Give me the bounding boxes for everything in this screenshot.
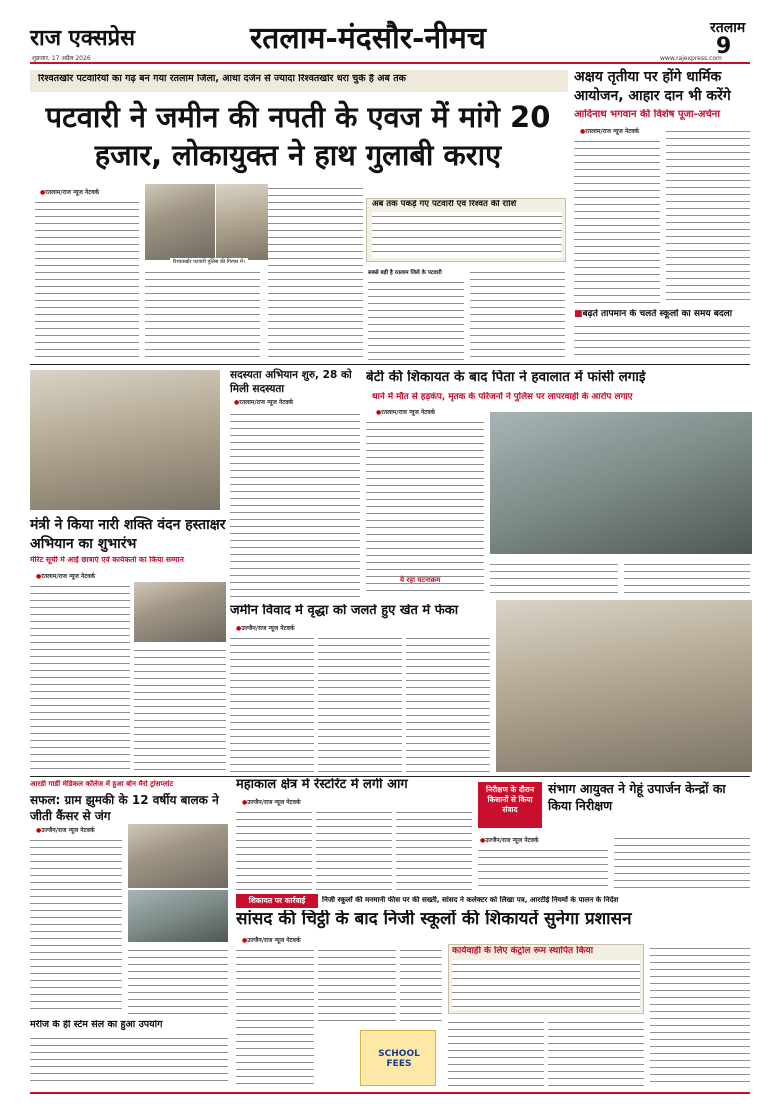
shakti-inset-photo	[134, 582, 226, 642]
shakti-headline: मंत्री ने किया नारी शक्ति वंदन हस्ताक्षर अभियान का शुभारंभ	[30, 517, 226, 552]
membership-byline: ● रतलाम/राज न्यूज नेटवर्क	[234, 398, 344, 406]
farm-col-1	[230, 634, 314, 772]
schools-col-3	[400, 946, 442, 1026]
schools-col-1	[236, 946, 314, 1086]
lead-col-2	[145, 268, 260, 360]
procure-tag: निरीक्षण के दौरान किसानों से किया संवाद	[478, 782, 542, 828]
exam-body	[574, 322, 750, 360]
website: www.rajexpress.com	[660, 55, 722, 62]
restaurant-byline: ● उज्जैन/राज न्यूज नेटवर्क	[242, 798, 352, 806]
custody-subsection: ये रहा घटनाक्रम	[400, 576, 441, 584]
lead-sub-label: सबसे बड़ी है रतलाम जिले के पटवारी	[368, 270, 442, 276]
schools-box-body	[452, 960, 640, 1010]
akshay-headline: अक्षय तृतीया पर होंगे धार्मिक आयोजन, आहार दान भी करेंगे	[574, 69, 731, 104]
schools-col-4	[448, 1018, 544, 1086]
restaurant-headline: महाकाल क्षेत्र में रेस्टोरेंट में लगी आग	[236, 778, 408, 792]
procure-col-1	[478, 846, 608, 890]
farm-col-3	[406, 634, 490, 772]
custody-col-2	[490, 560, 618, 596]
akshay-col-2	[666, 127, 750, 303]
footer-rule	[30, 1092, 750, 1094]
schools-kicker: निजी स्कूलों की मनमानी फीस पर की सख्ती, सांसद ने कलेक्टर को लिखा पत्र, आरटीई नियमों के पालन के निर्देश	[322, 896, 619, 904]
transplant-byline: ● उज्जैन/राज न्यूज नेटवर्क	[36, 826, 136, 834]
transplant-photo-1	[128, 824, 228, 888]
schools-headline: सांसद की चिट्ठी के बाद निजी स्कूलों की शिकायतें सुनेगा प्रशासन	[236, 910, 632, 929]
akshay-byline: ● रतलाम/राज न्यूज नेटवर्क	[580, 127, 670, 135]
membership-col-1	[230, 410, 360, 600]
dateline: शुक्रवार, 17 अप्रैल 2026	[32, 55, 91, 62]
lead-col-5	[470, 268, 565, 360]
lead-kicker: रिश्वतखोर पटवारियों का गढ़ बन गया रतलाम जिला, आधा दर्जन से ज्यादा रिश्वतखोर धरा चुके हैं अब तक	[38, 74, 406, 84]
farm-photo	[496, 600, 752, 772]
lead-box-title: अब तक पकड़े गए पटवारी एवं रिश्वत की राशि	[372, 200, 517, 209]
masthead-rule	[30, 62, 750, 64]
masthead	[30, 20, 750, 60]
custody-photo	[490, 412, 752, 554]
lead-col-3	[268, 184, 363, 360]
section-rule-2	[30, 776, 750, 777]
farm-headline: जमीन विवाद में वृद्धा को जलते हुए खेत में फेंका	[230, 604, 459, 618]
lead-box-body	[372, 212, 562, 258]
shakti-col-1	[30, 582, 130, 772]
akshay-col-1	[574, 137, 660, 303]
restaurant-col-2	[316, 808, 392, 890]
exam-headline: ■ बढ़ते तापमान के चलते स्कूलों का समय बदला	[574, 309, 752, 319]
tb-headline: मरीज के ही स्टेम सेल का हुआ उपयोग	[30, 1020, 163, 1030]
custody-col-1	[366, 418, 484, 596]
lead-col-4	[368, 278, 464, 360]
akshay-subhead: आदिनाथ भगवान की विशेष पूजा-अर्चना	[574, 109, 720, 120]
edition-title: रतलाम-मंदसौर-नीमच	[250, 21, 486, 56]
farm-col-2	[318, 634, 402, 772]
lead-photo-1	[145, 184, 215, 260]
shakti-subhead: मेरिट सूची में आईं छात्राएं एवं कार्यकर्ता का किया सम्मान	[30, 556, 184, 564]
transplant-kicker: आरडी गार्डी मेडिकल कॉलेज में हुआ बोन मैरो ट्रांसप्लांट	[30, 780, 174, 788]
schools-byline: ● उज्जैन/राज न्यूज नेटवर्क	[242, 936, 352, 944]
lead-headline: पटवारी ने जमीन की नपती के एवज में मांगे 20 हजार, लोकायुक्त ने हाथ गुलाबी कराए	[45, 100, 551, 172]
page-number: 9	[716, 34, 732, 59]
schools-col-5	[548, 1018, 644, 1086]
lead-col-1	[35, 198, 139, 360]
school-fees-label: SCHOOL FEES	[378, 1049, 420, 1069]
transplant-col-2	[128, 946, 228, 1014]
transplant-photo-2	[128, 890, 228, 942]
restaurant-col-3	[396, 808, 472, 890]
school-fees-graphic	[360, 1030, 436, 1086]
lead-byline: ● रतलाम/राज न्यूज नेटवर्क	[40, 188, 140, 196]
lead-photo-caption: रिश्वतखोर पटवारी पुलिस की गिरफ्त में।	[170, 258, 248, 266]
transplant-headline: सफल: ग्राम झुमकी के 12 वर्षीय बालक ने जीती कैंसर से जंग	[30, 793, 219, 823]
custody-byline: ● रतलाम/राज न्यूज नेटवर्क	[376, 408, 496, 416]
shakti-photo	[30, 370, 220, 510]
procure-headline: संभाग आयुक्त ने गेहूं उपार्जन केन्द्रों का किया निरीक्षण	[548, 781, 726, 813]
transplant-col-1	[30, 836, 122, 1014]
page-city: रतलाम	[710, 20, 746, 36]
shakti-byline: ● रतलाम/राज न्यूज नेटवर्क	[36, 572, 136, 580]
schools-col-6	[650, 944, 750, 1086]
section-rule-1	[30, 364, 750, 365]
procure-byline: ● उज्जैन/राज न्यूज नेटवर्क	[480, 836, 590, 844]
farm-byline: ● उज्जैन/राज न्यूज नेटवर्क	[236, 624, 346, 632]
schools-tag: शिकायत पर कार्रवाई	[236, 894, 318, 908]
custody-subhead: थाने में मौत से हड़कंप, मृतक के परिजनों ने पुलिस पर लापरवाही के आरोप लगाए	[372, 392, 633, 402]
membership-headline: सदस्यता अभियान शुरु, 28 को मिली सदस्यता	[230, 369, 352, 395]
custody-col-3	[624, 560, 750, 596]
schools-box-title: कार्यवाही के लिए कंट्रोल रूम स्थापित किया	[452, 946, 594, 956]
lead-photo-2	[216, 184, 276, 260]
custody-headline: बेटी की शिकायत के बाद पिता ने हवालात में फांसी लगाई	[366, 370, 646, 385]
procure-col-2	[614, 834, 750, 890]
brand-logo: राज एक्सप्रेस	[30, 25, 135, 51]
schools-col-2	[318, 946, 396, 1026]
tb-body	[30, 1034, 228, 1086]
shakti-col-2	[134, 646, 226, 772]
restaurant-col-1	[236, 808, 312, 890]
